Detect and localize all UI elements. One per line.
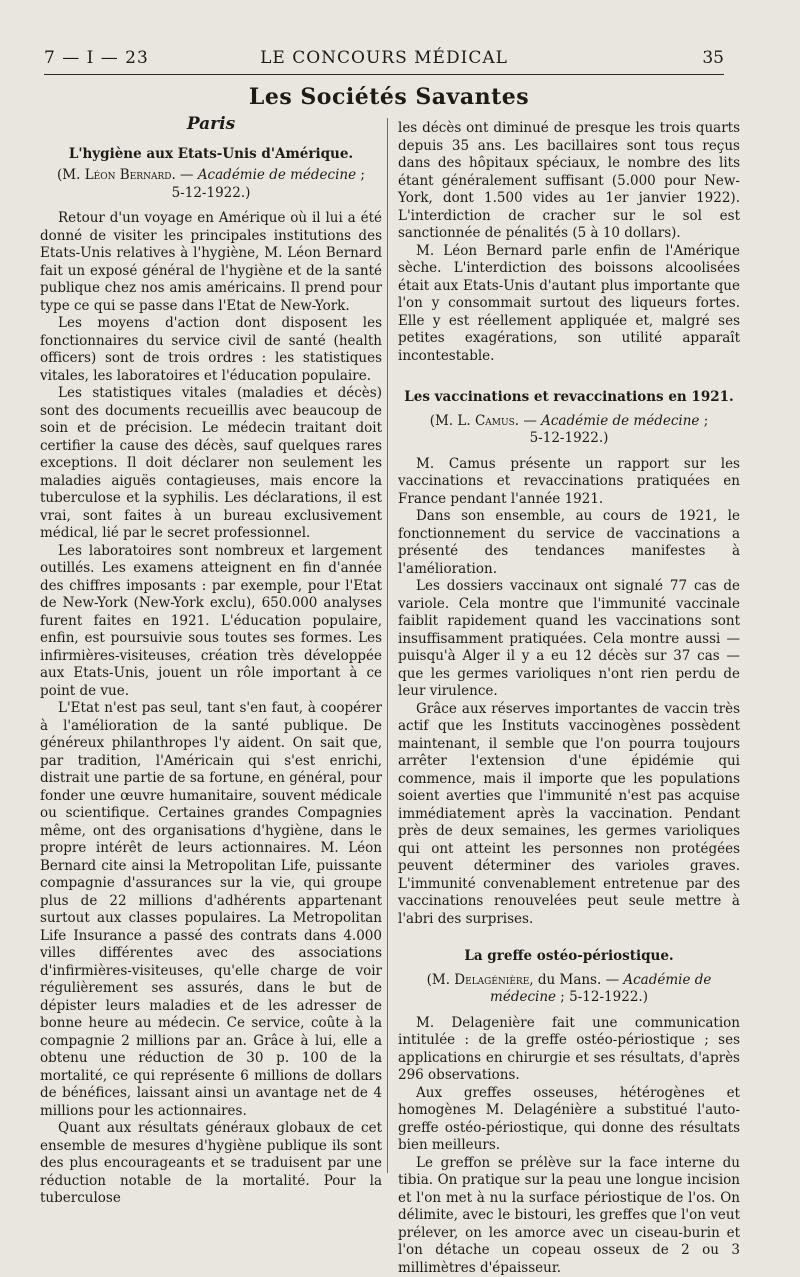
paragraph: Retour d'un voyage en Amérique où il lui a été donné de visiter les principales institutions des Etats-Unis relatives à l'hygiène, M. Léon Bernard fait un exposé général de l'hygiène et de la santé publique chez nos amis américains. Il prend pour type ce qui se passe dans l'Etat de New-York. — [40, 210, 382, 315]
city-heading: Paris — [40, 116, 382, 134]
citation-prefix: (M. — [427, 972, 455, 988]
citation-author: Camus — [475, 413, 515, 429]
page-number: 35 — [702, 48, 724, 68]
section-title-greffe: La greffe ostéo-périostique. — [398, 948, 740, 966]
citation-vaccinations — [398, 413, 740, 448]
paragraph-continued: les décès ont diminué de presque les trois quarts depuis 35 ans. Les bacillaires sont tous reçus dans des hôpitaux spéciaux, le nombre des lits étant généralement suffisant (5.000 pour New-York, dont 1.500 vides au 1er janvier 1922). L'interdiction de cracher sur le sol est sanctionnée de pénalités (5 à 10 dollars). — [398, 120, 740, 243]
citation-separator: , du Mans. — — [529, 972, 623, 988]
citation-academy: Académie de médecine — [198, 167, 356, 183]
journal-title: LE CONCOURS MÉDICAL — [44, 48, 724, 68]
paragraph: M. Delagenière fait une communication intitulée : de la greffe ostéo-périostique ; ses applications en chirurgie et ses résultats, d'après 296 observations. — [398, 1015, 740, 1085]
section-title-hygiene: L'hygiène aux Etats-Unis d'Amérique. — [40, 146, 382, 164]
citation-date: 5-12-1922.) — [569, 989, 648, 1005]
paragraph: Les statistiques vitales (maladies et décès) sont des documents recueillis avec beaucoup de soin et de précision. Le médecin traitant doit certifier la cause des décès, sauf quelques rares exceptions. Il doit déclarer non seulement les maladies aiguës contagieuses, mais encore la tuberculose et la syphilis. Les déclarations, il est vrai, sont faites à un bureau exclusivement médical, lié par le secret professionnel. — [40, 385, 382, 543]
paragraph: Les dossiers vaccinaux ont signalé 77 cas de variole. Cela montre que l'immunité vaccinale faiblit rapidement quand les vaccinations sont insuffisamment pratiquées. Cela montre aussi — puisqu'à Alger il y a eu 12 décès sur 37 cas — que les germes varioliques n'ont rien perdu de leur virulence. — [398, 578, 740, 701]
citation-date: 5-12-1922.) — [172, 185, 251, 201]
citation-semicolon: ; — [356, 167, 365, 183]
main-title: Les Sociétés Savantes — [44, 84, 734, 110]
left-column — [40, 116, 382, 1208]
citation-date: 5-12-1922.) — [530, 430, 609, 446]
citation-greffe — [398, 972, 740, 1007]
citation-author: Léon Bernard — [85, 167, 172, 183]
paragraph: Les moyens d'action dont disposent les fonctionnaires du service civil de santé (health officers) sont de trois ordres : les statistiques vitales, les laboratoires et l'éducation populaire. — [40, 315, 382, 385]
citation-prefix: (M. L. — [430, 413, 475, 429]
paragraph: M. Léon Bernard parle enfin de l'Amérique sèche. L'interdiction des boissons alcoolisées était aux Etats-Unis d'autant plus importante que l'on y consommait surtout des liqueurs fortes. Elle y est réellement appliquée et, malgré ses petites exagérations, son utilité apparaît incontestable. — [398, 243, 740, 366]
right-column — [398, 120, 740, 1277]
citation-author: Delagénière — [454, 972, 529, 988]
paragraph: Quant aux résultats généraux globaux de cet ensemble de mesures d'hygiène publique ils sont des plus encourageants et se traduisent par une réduction notable de la mortalité. Pour la tuberculose — [40, 1120, 382, 1208]
citation-semicolon: ; — [699, 413, 708, 429]
paragraph: M. Camus présente un rapport sur les vaccinations et revaccinations pratiquées en France pendant l'année 1921. — [398, 456, 740, 509]
issue-date: 7 — I — 23 — [44, 48, 149, 68]
citation-prefix: (M. — [57, 167, 85, 183]
paragraph: L'Etat n'est pas seul, tant s'en faut, à coopérer à l'amélioration de la santé publique. De généreux philanthropes l'y aident. On sait que, par tradition, l'Américain qui s'est enrichi, distrait une partie de sa fortune, en général, pour fonder une œuvre humanitaire, souvent médicale ou scientifique. Certaines grandes Compagnies même, ont des organisations d'hygiène, dans le propre intérêt de leurs actionnaires. M. Léon Bernard cite ainsi la Metropolitan Life, puissante compagnie d'assurances sur la vie, qui groupe plus de 22 millions d'adhérents appartenant surtout aux classes populaires. La Metropolitan Life Insurance a passé des contrats dans 4.000 villes différentes avec des associations d'infirmières-visiteuses, qu'elle charge de voir régulièrement ses assurés, dans le but de dépister leurs maladies et de les adresser de bonne heure au médecin. Ce service, coûte à la compagnie 2 millions par an. Grâce à lui, elle a obtenu une réduction de 30 p. 100 de la mortalité, ce qui représente 6 millions de dollars de bénéfices, laissant ainsi un avantage net de 4 millions pour les actionnaires. — [40, 700, 382, 1120]
paragraph: Dans son ensemble, au cours de 1921, le fonctionnement du service de vaccinations a présenté des tendances manifestes à l'amélioration. — [398, 508, 740, 578]
column-divider — [387, 118, 388, 1173]
running-header — [44, 44, 724, 75]
citation-semicolon: ; — [556, 989, 569, 1005]
citation-separator: . — — [515, 413, 541, 429]
paragraph: Grâce aux réserves importantes de vaccin très actif que les Instituts vaccinogènes possèdent maintenant, il semble que l'on pourra toujours arrêter l'extension d'une épidémie qui commence, mais il importe que les populations soient averties que l'immunité n'est pas acquise immédiatement après la vaccination. Pendant près de deux semaines, les germes varioliques qui ont atteint les personnes non protégées peuvent déterminer des varioles graves. L'immunité convenablement entretenue par des vaccinations renouvelées peut seule mettre à l'abri des surprises. — [398, 701, 740, 929]
citation-separator: . — — [171, 167, 197, 183]
section-title-vaccinations: Les vaccinations et revaccinations en 1921. — [398, 389, 740, 407]
paragraph: Aux greffes osseuses, hétérogènes et homogènes M. Delagénière a substitué l'auto-greffe ostéo-périostique, qui donne des résultats bien meilleurs. — [398, 1085, 740, 1155]
citation-academy: Académie de médecine — [541, 413, 699, 429]
citation-hygiene — [40, 167, 382, 202]
citation-academy: Académie de médecine — [490, 972, 711, 1006]
paragraph: Les laboratoires sont nombreux et largement outillés. Les examens atteignent en fin d'année des chiffres imposants : par exemple, pour l'Etat de New-York (New-York exclu), 650.000 analyses furent faites en 1921. L'éducation populaire, enfin, est poursuivie sous toutes ses formes. Les infirmières-visiteuses, création très développée aux Etats-Unis, jouent un rôle important à ce point de vue. — [40, 543, 382, 701]
paragraph: Le greffon se prélève sur la face interne du tibia. On pratique sur la peau une longue incision et l'on met à nu la surface périostique de l'os. On délimite, avec le bistouri, les greffes que l'on veut prélever, on les amorce avec un ciseau-burin et l'on détache un copeau osseux de 2 ou 3 millimètres d'épaisseur. — [398, 1155, 740, 1277]
